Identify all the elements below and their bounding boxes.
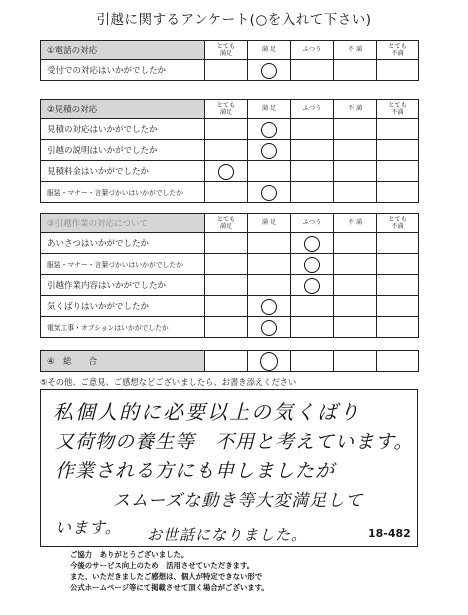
section-label-text: ③引越作業の対応について [47, 219, 148, 229]
rating-cell[interactable] [205, 60, 248, 81]
rating-cell[interactable] [334, 254, 377, 275]
rating-cell[interactable] [248, 119, 291, 140]
survey-section-2 [40, 99, 419, 203]
footer-line: 公式ホームページ等にて掲載させて頂く場合がございます。 [70, 583, 269, 592]
rating-cell[interactable] [205, 119, 248, 140]
rating-cell[interactable] [205, 233, 248, 254]
survey-section-3 [40, 213, 419, 338]
rating-cell[interactable] [205, 275, 248, 296]
rating-cell[interactable] [291, 119, 334, 140]
comment-prompt: ⑤その他、ご意見、ご感想などございましたら、お書き添えください [40, 377, 297, 387]
survey-section-1 [40, 40, 419, 81]
rating-cell[interactable] [334, 233, 377, 254]
question-row [41, 275, 419, 296]
rating-cell[interactable] [205, 351, 248, 372]
rating-cell[interactable] [334, 60, 377, 81]
rating-cell[interactable] [205, 296, 248, 317]
rating-cell[interactable] [377, 351, 419, 372]
rating-header: 満 足 [248, 100, 291, 119]
rating-header: 不 満 [334, 214, 377, 233]
selected-circle-icon [261, 143, 277, 159]
selected-circle-icon [261, 299, 277, 315]
rating-cell[interactable] [248, 161, 291, 182]
rating-header: 不 満 [334, 100, 377, 119]
question-row [41, 140, 419, 161]
comment-line: います。 [55, 518, 122, 537]
section-label [41, 214, 205, 233]
rating-cell[interactable] [205, 317, 248, 338]
rating-cell[interactable] [377, 296, 419, 317]
question-row [41, 119, 419, 140]
selected-circle-icon [260, 352, 278, 371]
section-label [41, 100, 205, 119]
rating-cell[interactable] [334, 140, 377, 161]
rating-cell[interactable] [248, 60, 291, 81]
question-text: 服装・マナー・言葉づかいはいかがでしたか [41, 254, 205, 275]
footer-line: また、いただきましたご感想は、個人が特定できない形で [70, 572, 263, 581]
selected-circle-icon [261, 63, 277, 79]
rating-header: ふつう [291, 41, 334, 60]
document-number: 18-482 [368, 527, 411, 540]
rating-cell[interactable] [291, 351, 334, 372]
rating-cell[interactable] [377, 182, 419, 203]
question-row [41, 254, 419, 275]
rating-header: とても 満足 [205, 41, 248, 60]
rating-cell[interactable] [291, 233, 334, 254]
rating-cell[interactable] [334, 317, 377, 338]
comment-box[interactable] [40, 389, 418, 547]
selected-circle-icon [218, 164, 234, 180]
rating-cell[interactable] [248, 182, 291, 203]
rating-cell[interactable] [377, 60, 419, 81]
selected-circle-icon [304, 257, 320, 273]
question-row [41, 182, 419, 203]
rating-cell[interactable] [248, 296, 291, 317]
question-row [41, 161, 419, 182]
question-row [41, 317, 419, 338]
rating-header: 不 満 [334, 41, 377, 60]
rating-cell[interactable] [291, 140, 334, 161]
rating-header: とても 満足 [205, 214, 248, 233]
comment-line: 又荷物の養生等 不用と考えています。 [55, 431, 414, 453]
rating-cell[interactable] [377, 275, 419, 296]
comment-line: 作業される方にも申しましたが [55, 460, 336, 482]
rating-cell[interactable] [334, 119, 377, 140]
section-label-text: ②見積の対応 [47, 105, 98, 115]
rating-header: とても 不満 [377, 214, 419, 233]
survey-section-4 [40, 350, 419, 372]
comment-line: お世話になりました。 [147, 526, 308, 544]
rating-cell[interactable] [248, 233, 291, 254]
rating-cell[interactable] [377, 119, 419, 140]
rating-cell[interactable] [377, 140, 419, 161]
rating-header: 満 足 [248, 41, 291, 60]
rating-cell[interactable] [291, 60, 334, 81]
rating-cell[interactable] [291, 317, 334, 338]
rating-cell[interactable] [248, 351, 291, 372]
rating-cell[interactable] [334, 275, 377, 296]
question-text: 引越の説明はいかがでしたか [41, 140, 205, 161]
selected-circle-icon [261, 320, 277, 336]
rating-cell[interactable] [205, 182, 248, 203]
selected-circle-icon [261, 122, 277, 138]
rating-cell[interactable] [377, 254, 419, 275]
question-text: 見積の対応はいかがでしたか [41, 119, 205, 140]
comment-line: スムーズな動き等大変満足して [113, 491, 364, 511]
rating-cell[interactable] [291, 254, 334, 275]
rating-cell[interactable] [334, 351, 377, 372]
rating-cell[interactable] [377, 317, 419, 338]
section-label [41, 351, 205, 372]
question-row [41, 296, 419, 317]
footer-note [70, 549, 430, 593]
question-text: 服装・マナー・言葉づかいはいかがでしたか [41, 182, 205, 203]
rating-header: ふつう [291, 100, 334, 119]
rating-cell[interactable] [377, 161, 419, 182]
rating-cell[interactable] [248, 317, 291, 338]
question-text: 気くばりはいかがでしたか [41, 296, 205, 317]
rating-cell[interactable] [334, 296, 377, 317]
page-title: 引越に関するアンケート(○を入れて下さい) [96, 12, 372, 28]
selected-circle-icon [304, 236, 320, 252]
rating-cell[interactable] [291, 275, 334, 296]
section-label [41, 41, 205, 60]
question-text: あいさつはいかがでしたか [41, 233, 205, 254]
rating-header: とても 不満 [377, 100, 419, 119]
section-label-text: ①電話の対応 [47, 46, 98, 56]
comment-line: 私個人的に必要以上の気くばり [53, 400, 361, 424]
rating-cell[interactable] [291, 296, 334, 317]
rating-cell[interactable] [248, 275, 291, 296]
selected-circle-icon [304, 278, 320, 294]
question-text: 見積料金はいかがでしたか [41, 161, 205, 182]
rating-cell[interactable] [334, 182, 377, 203]
rating-cell[interactable] [248, 254, 291, 275]
question-row [41, 233, 419, 254]
rating-cell[interactable] [205, 140, 248, 161]
footer-line: 今後のサービス向上のため 活用させていただきます。 [70, 561, 255, 570]
rating-cell[interactable] [205, 161, 248, 182]
rating-header: ふつう [291, 214, 334, 233]
rating-cell[interactable] [291, 182, 334, 203]
question-text: 引越作業内容はいかがでしたか [41, 275, 205, 296]
rating-cell[interactable] [205, 254, 248, 275]
section-label-text: ④ 総 合 [47, 357, 98, 367]
question-text: 電気工事・オプションはいかがでしたか [41, 317, 205, 338]
rating-cell[interactable] [248, 140, 291, 161]
rating-header: 満 足 [248, 214, 291, 233]
rating-header: とても 満足 [205, 100, 248, 119]
rating-cell[interactable] [291, 161, 334, 182]
selected-circle-icon [261, 185, 277, 201]
rating-header: とても 不満 [377, 41, 419, 60]
rating-cell[interactable] [377, 233, 419, 254]
question-text: 受付での対応はいかがでしたか [41, 60, 205, 81]
footer-line: ご協力 ありがとうございました。 [70, 550, 189, 559]
rating-cell[interactable] [334, 161, 377, 182]
question-row [41, 60, 419, 81]
